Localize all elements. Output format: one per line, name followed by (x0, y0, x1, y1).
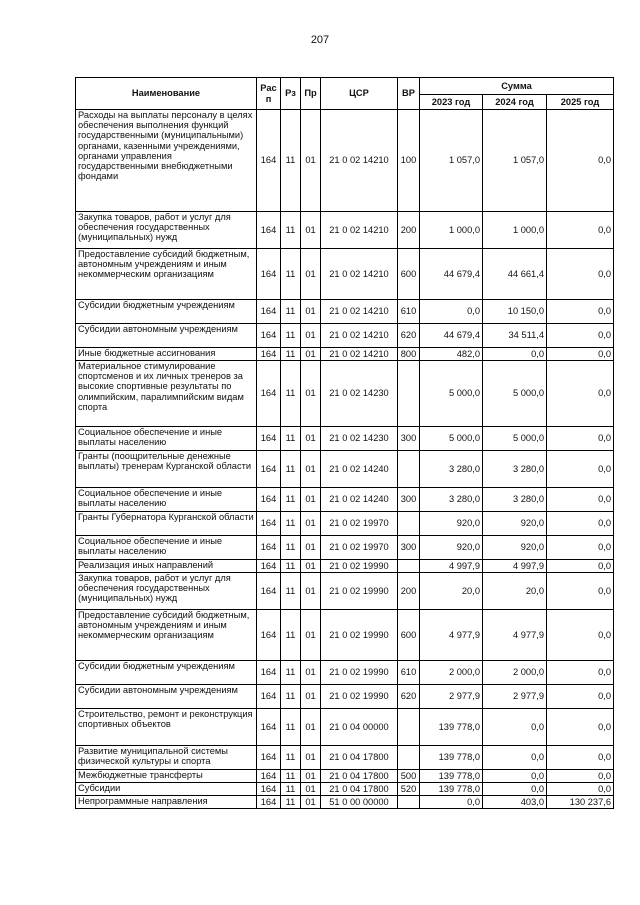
table-row (76, 573, 614, 610)
row-rasp: 164 (257, 249, 281, 300)
row-amount-2024: 4 997,9 (483, 560, 547, 573)
table-row (76, 361, 614, 427)
row-amount-2024: 0,0 (483, 746, 547, 770)
table-row (76, 685, 614, 709)
row-rasp: 164 (257, 300, 281, 324)
row-amount-2024: 2 977,9 (483, 685, 547, 709)
header-csr: ЦСР (321, 78, 398, 110)
row-rz: 11 (281, 300, 301, 324)
row-rz: 11 (281, 685, 301, 709)
row-pr: 01 (301, 110, 321, 212)
row-amount-2024: 920,0 (483, 536, 547, 560)
row-vr (398, 451, 420, 488)
row-csr: 21 0 04 17800 (321, 746, 398, 770)
row-vr (398, 512, 420, 536)
row-rasp: 164 (257, 212, 281, 249)
row-amount-2024: 0,0 (483, 770, 547, 783)
row-pr: 01 (301, 451, 321, 488)
row-amount-2023: 44 679,4 (420, 324, 483, 348)
row-amount-2024: 34 511,4 (483, 324, 547, 348)
row-vr: 300 (398, 488, 420, 512)
row-rz: 11 (281, 573, 301, 610)
table-row (76, 770, 614, 783)
table-row (76, 783, 614, 796)
row-amount-2023: 139 778,0 (420, 770, 483, 783)
table-row (76, 746, 614, 770)
row-rasp: 164 (257, 110, 281, 212)
row-csr: 21 0 02 19990 (321, 573, 398, 610)
row-name: Социальное обеспечение и иные выплаты населению (76, 536, 257, 560)
row-rz: 11 (281, 661, 301, 685)
row-amount-2025: 0,0 (547, 324, 614, 348)
row-vr: 300 (398, 427, 420, 451)
row-rz: 11 (281, 212, 301, 249)
table-header (76, 78, 614, 110)
row-name: Субсидии бюджетным учреждениям (76, 300, 257, 324)
row-amount-2025: 0,0 (547, 770, 614, 783)
row-amount-2024: 0,0 (483, 783, 547, 796)
row-amount-2023: 2 000,0 (420, 661, 483, 685)
row-vr: 520 (398, 783, 420, 796)
row-rasp: 164 (257, 783, 281, 796)
row-pr: 01 (301, 536, 321, 560)
row-name: Субсидии автономным учреждениям (76, 685, 257, 709)
row-amount-2025: 0,0 (547, 783, 614, 796)
row-vr: 100 (398, 110, 420, 212)
header-year-2025: 2025 год (547, 95, 614, 110)
header-year-2023: 2023 год (420, 95, 483, 110)
table-row (76, 488, 614, 512)
row-csr: 51 0 00 00000 (321, 796, 398, 809)
table-row (76, 796, 614, 809)
row-rz: 11 (281, 770, 301, 783)
row-pr: 01 (301, 427, 321, 451)
row-amount-2025: 0,0 (547, 427, 614, 451)
row-amount-2024: 0,0 (483, 348, 547, 361)
row-csr: 21 0 02 14210 (321, 324, 398, 348)
row-amount-2025: 0,0 (547, 536, 614, 560)
row-rz: 11 (281, 249, 301, 300)
row-rz: 11 (281, 746, 301, 770)
row-rz: 11 (281, 560, 301, 573)
row-csr: 21 0 04 17800 (321, 783, 398, 796)
row-vr (398, 746, 420, 770)
row-rz: 11 (281, 110, 301, 212)
row-csr: 21 0 02 14210 (321, 110, 398, 212)
row-vr: 300 (398, 536, 420, 560)
row-amount-2024: 403,0 (483, 796, 547, 809)
row-rasp: 164 (257, 661, 281, 685)
row-csr: 21 0 02 19990 (321, 560, 398, 573)
row-name: Расходы на выплаты персоналу в целях обеспечения выполнения функций государственными (муниципальными) органами, казенными учреждениями, органами управления государственными внебюджетными фондами (76, 110, 257, 212)
row-amount-2023: 139 778,0 (420, 746, 483, 770)
row-amount-2023: 1 057,0 (420, 110, 483, 212)
row-pr: 01 (301, 573, 321, 610)
table-row (76, 212, 614, 249)
row-csr: 21 0 02 19990 (321, 610, 398, 661)
row-amount-2025: 0,0 (547, 451, 614, 488)
row-rz: 11 (281, 610, 301, 661)
row-rasp: 164 (257, 361, 281, 427)
row-pr: 01 (301, 212, 321, 249)
row-csr: 21 0 04 00000 (321, 709, 398, 746)
row-csr: 21 0 02 19990 (321, 661, 398, 685)
row-amount-2023: 482,0 (420, 348, 483, 361)
row-rasp: 164 (257, 685, 281, 709)
row-vr (398, 560, 420, 573)
row-csr: 21 0 02 14210 (321, 348, 398, 361)
header-name: Наименование (76, 78, 257, 110)
row-name: Материальное стимулирование спортсменов и их личных тренеров за высокие спортивные результаты по олимпийским, паралимпийским видам спорта (76, 361, 257, 427)
row-rz: 11 (281, 348, 301, 361)
row-amount-2023: 139 778,0 (420, 709, 483, 746)
row-csr: 21 0 02 19970 (321, 536, 398, 560)
row-csr: 21 0 02 14240 (321, 488, 398, 512)
row-amount-2024: 1 000,0 (483, 212, 547, 249)
row-vr: 620 (398, 324, 420, 348)
row-name: Закупка товаров, работ и услуг для обеспечения государственных (муниципальных) нужд (76, 573, 257, 610)
row-vr: 800 (398, 348, 420, 361)
row-rz: 11 (281, 427, 301, 451)
row-amount-2025: 0,0 (547, 560, 614, 573)
table-row (76, 451, 614, 488)
row-pr: 01 (301, 488, 321, 512)
row-amount-2025: 0,0 (547, 512, 614, 536)
row-csr: 21 0 02 14210 (321, 249, 398, 300)
row-rasp: 164 (257, 324, 281, 348)
table-row (76, 536, 614, 560)
row-name: Субсидии (76, 783, 257, 796)
row-vr: 610 (398, 300, 420, 324)
row-rz: 11 (281, 536, 301, 560)
header-vr: ВР (398, 78, 420, 110)
row-amount-2023: 3 280,0 (420, 451, 483, 488)
row-rasp: 164 (257, 610, 281, 661)
row-amount-2025: 0,0 (547, 110, 614, 212)
row-amount-2024: 10 150,0 (483, 300, 547, 324)
table-row (76, 249, 614, 300)
row-amount-2023: 920,0 (420, 512, 483, 536)
row-name: Гранты (поощрительные денежные выплаты) тренерам Курганской области (76, 451, 257, 488)
row-amount-2025: 130 237,6 (547, 796, 614, 809)
row-amount-2024: 3 280,0 (483, 451, 547, 488)
row-name: Социальное обеспечение и иные выплаты населению (76, 427, 257, 451)
row-vr: 620 (398, 685, 420, 709)
row-amount-2024: 0,0 (483, 709, 547, 746)
row-rasp: 164 (257, 709, 281, 746)
row-rz: 11 (281, 512, 301, 536)
row-amount-2024: 4 977,9 (483, 610, 547, 661)
table-row (76, 110, 614, 212)
row-pr: 01 (301, 324, 321, 348)
row-name: Развитие муниципальной системы физической культуры и спорта (76, 746, 257, 770)
row-name: Предоставление субсидий бюджетным, автономным учреждениям и иным некоммерческим организациям (76, 610, 257, 661)
row-amount-2025: 0,0 (547, 661, 614, 685)
row-name: Социальное обеспечение и иные выплаты населению (76, 488, 257, 512)
row-rz: 11 (281, 783, 301, 796)
header-rasp (257, 78, 281, 110)
row-pr: 01 (301, 770, 321, 783)
row-vr: 200 (398, 573, 420, 610)
row-rz: 11 (281, 709, 301, 746)
row-vr: 500 (398, 770, 420, 783)
row-csr: 21 0 02 14230 (321, 427, 398, 451)
row-rz: 11 (281, 796, 301, 809)
row-pr: 01 (301, 796, 321, 809)
row-name: Реализация иных направлений (76, 560, 257, 573)
row-name: Гранты Губернатора Курганской области (76, 512, 257, 536)
budget-table (75, 77, 614, 809)
row-amount-2023: 4 997,9 (420, 560, 483, 573)
row-vr: 600 (398, 249, 420, 300)
row-amount-2025: 0,0 (547, 685, 614, 709)
row-rasp: 164 (257, 512, 281, 536)
row-name: Строительство, ремонт и реконструкция спортивных объектов (76, 709, 257, 746)
row-amount-2025: 0,0 (547, 610, 614, 661)
header-year-2024: 2024 год (483, 95, 547, 110)
row-amount-2023: 0,0 (420, 300, 483, 324)
row-rz: 11 (281, 361, 301, 427)
row-pr: 01 (301, 746, 321, 770)
row-name: Непрограммные направления (76, 796, 257, 809)
row-vr: 610 (398, 661, 420, 685)
row-name: Иные бюджетные ассигнования (76, 348, 257, 361)
table-row (76, 512, 614, 536)
row-pr: 01 (301, 709, 321, 746)
row-pr: 01 (301, 512, 321, 536)
row-name: Межбюджетные трансферты (76, 770, 257, 783)
row-pr: 01 (301, 661, 321, 685)
row-rasp: 164 (257, 770, 281, 783)
row-amount-2023: 20,0 (420, 573, 483, 610)
row-vr: 600 (398, 610, 420, 661)
row-amount-2023: 44 679,4 (420, 249, 483, 300)
header-rasp-line1: Рас (260, 82, 277, 93)
table-row (76, 427, 614, 451)
table-row (76, 348, 614, 361)
header-rz: Рз (281, 78, 301, 110)
row-vr (398, 709, 420, 746)
row-rz: 11 (281, 324, 301, 348)
row-amount-2025: 0,0 (547, 573, 614, 610)
row-rasp: 164 (257, 348, 281, 361)
row-amount-2024: 1 057,0 (483, 110, 547, 212)
header-rasp-line2: п (265, 93, 272, 104)
row-csr: 21 0 02 14210 (321, 212, 398, 249)
row-amount-2024: 44 661,4 (483, 249, 547, 300)
row-amount-2023: 920,0 (420, 536, 483, 560)
row-amount-2025: 0,0 (547, 348, 614, 361)
row-pr: 01 (301, 560, 321, 573)
row-csr: 21 0 02 14210 (321, 300, 398, 324)
row-name: Предоставление субсидий бюджетным, автономным учреждениям и иным некоммерческим организациям (76, 249, 257, 300)
table-row (76, 661, 614, 685)
row-rasp: 164 (257, 746, 281, 770)
row-rasp: 164 (257, 488, 281, 512)
row-rasp: 164 (257, 560, 281, 573)
row-rasp: 164 (257, 427, 281, 451)
row-csr: 21 0 02 14240 (321, 451, 398, 488)
row-amount-2024: 920,0 (483, 512, 547, 536)
row-rasp: 164 (257, 796, 281, 809)
row-rasp: 164 (257, 536, 281, 560)
row-csr: 21 0 04 17800 (321, 770, 398, 783)
table-row (76, 560, 614, 573)
row-amount-2024: 5 000,0 (483, 427, 547, 451)
row-amount-2024: 2 000,0 (483, 661, 547, 685)
row-csr: 21 0 02 14230 (321, 361, 398, 427)
row-vr (398, 361, 420, 427)
row-pr: 01 (301, 610, 321, 661)
row-amount-2025: 0,0 (547, 488, 614, 512)
row-amount-2023: 4 977,9 (420, 610, 483, 661)
row-amount-2023: 0,0 (420, 796, 483, 809)
row-rz: 11 (281, 488, 301, 512)
row-pr: 01 (301, 249, 321, 300)
header-sum: Сумма (420, 78, 614, 95)
row-rz: 11 (281, 451, 301, 488)
row-amount-2024: 3 280,0 (483, 488, 547, 512)
row-amount-2023: 5 000,0 (420, 361, 483, 427)
row-name: Закупка товаров, работ и услуг для обеспечения государственных (муниципальных) нужд (76, 212, 257, 249)
row-rasp: 164 (257, 573, 281, 610)
row-csr: 21 0 02 19990 (321, 685, 398, 709)
table-row (76, 610, 614, 661)
row-name: Субсидии бюджетным учреждениям (76, 661, 257, 685)
row-amount-2025: 0,0 (547, 249, 614, 300)
header-pr: Пр (301, 78, 321, 110)
row-vr (398, 796, 420, 809)
row-pr: 01 (301, 300, 321, 324)
row-amount-2023: 1 000,0 (420, 212, 483, 249)
row-name: Субсидии автономным учреждениям (76, 324, 257, 348)
row-pr: 01 (301, 783, 321, 796)
row-vr: 200 (398, 212, 420, 249)
row-amount-2023: 139 778,0 (420, 783, 483, 796)
row-pr: 01 (301, 685, 321, 709)
table-body (76, 110, 614, 809)
row-amount-2025: 0,0 (547, 212, 614, 249)
row-amount-2025: 0,0 (547, 361, 614, 427)
row-amount-2025: 0,0 (547, 746, 614, 770)
row-amount-2023: 5 000,0 (420, 427, 483, 451)
row-amount-2024: 20,0 (483, 573, 547, 610)
row-csr: 21 0 02 19970 (321, 512, 398, 536)
table-row (76, 300, 614, 324)
row-pr: 01 (301, 361, 321, 427)
row-amount-2023: 3 280,0 (420, 488, 483, 512)
row-amount-2024: 5 000,0 (483, 361, 547, 427)
row-pr: 01 (301, 348, 321, 361)
row-amount-2025: 0,0 (547, 300, 614, 324)
row-amount-2023: 2 977,9 (420, 685, 483, 709)
table-row (76, 709, 614, 746)
row-amount-2025: 0,0 (547, 709, 614, 746)
page-number: 207 (310, 34, 330, 46)
table-row (76, 324, 614, 348)
row-rasp: 164 (257, 451, 281, 488)
